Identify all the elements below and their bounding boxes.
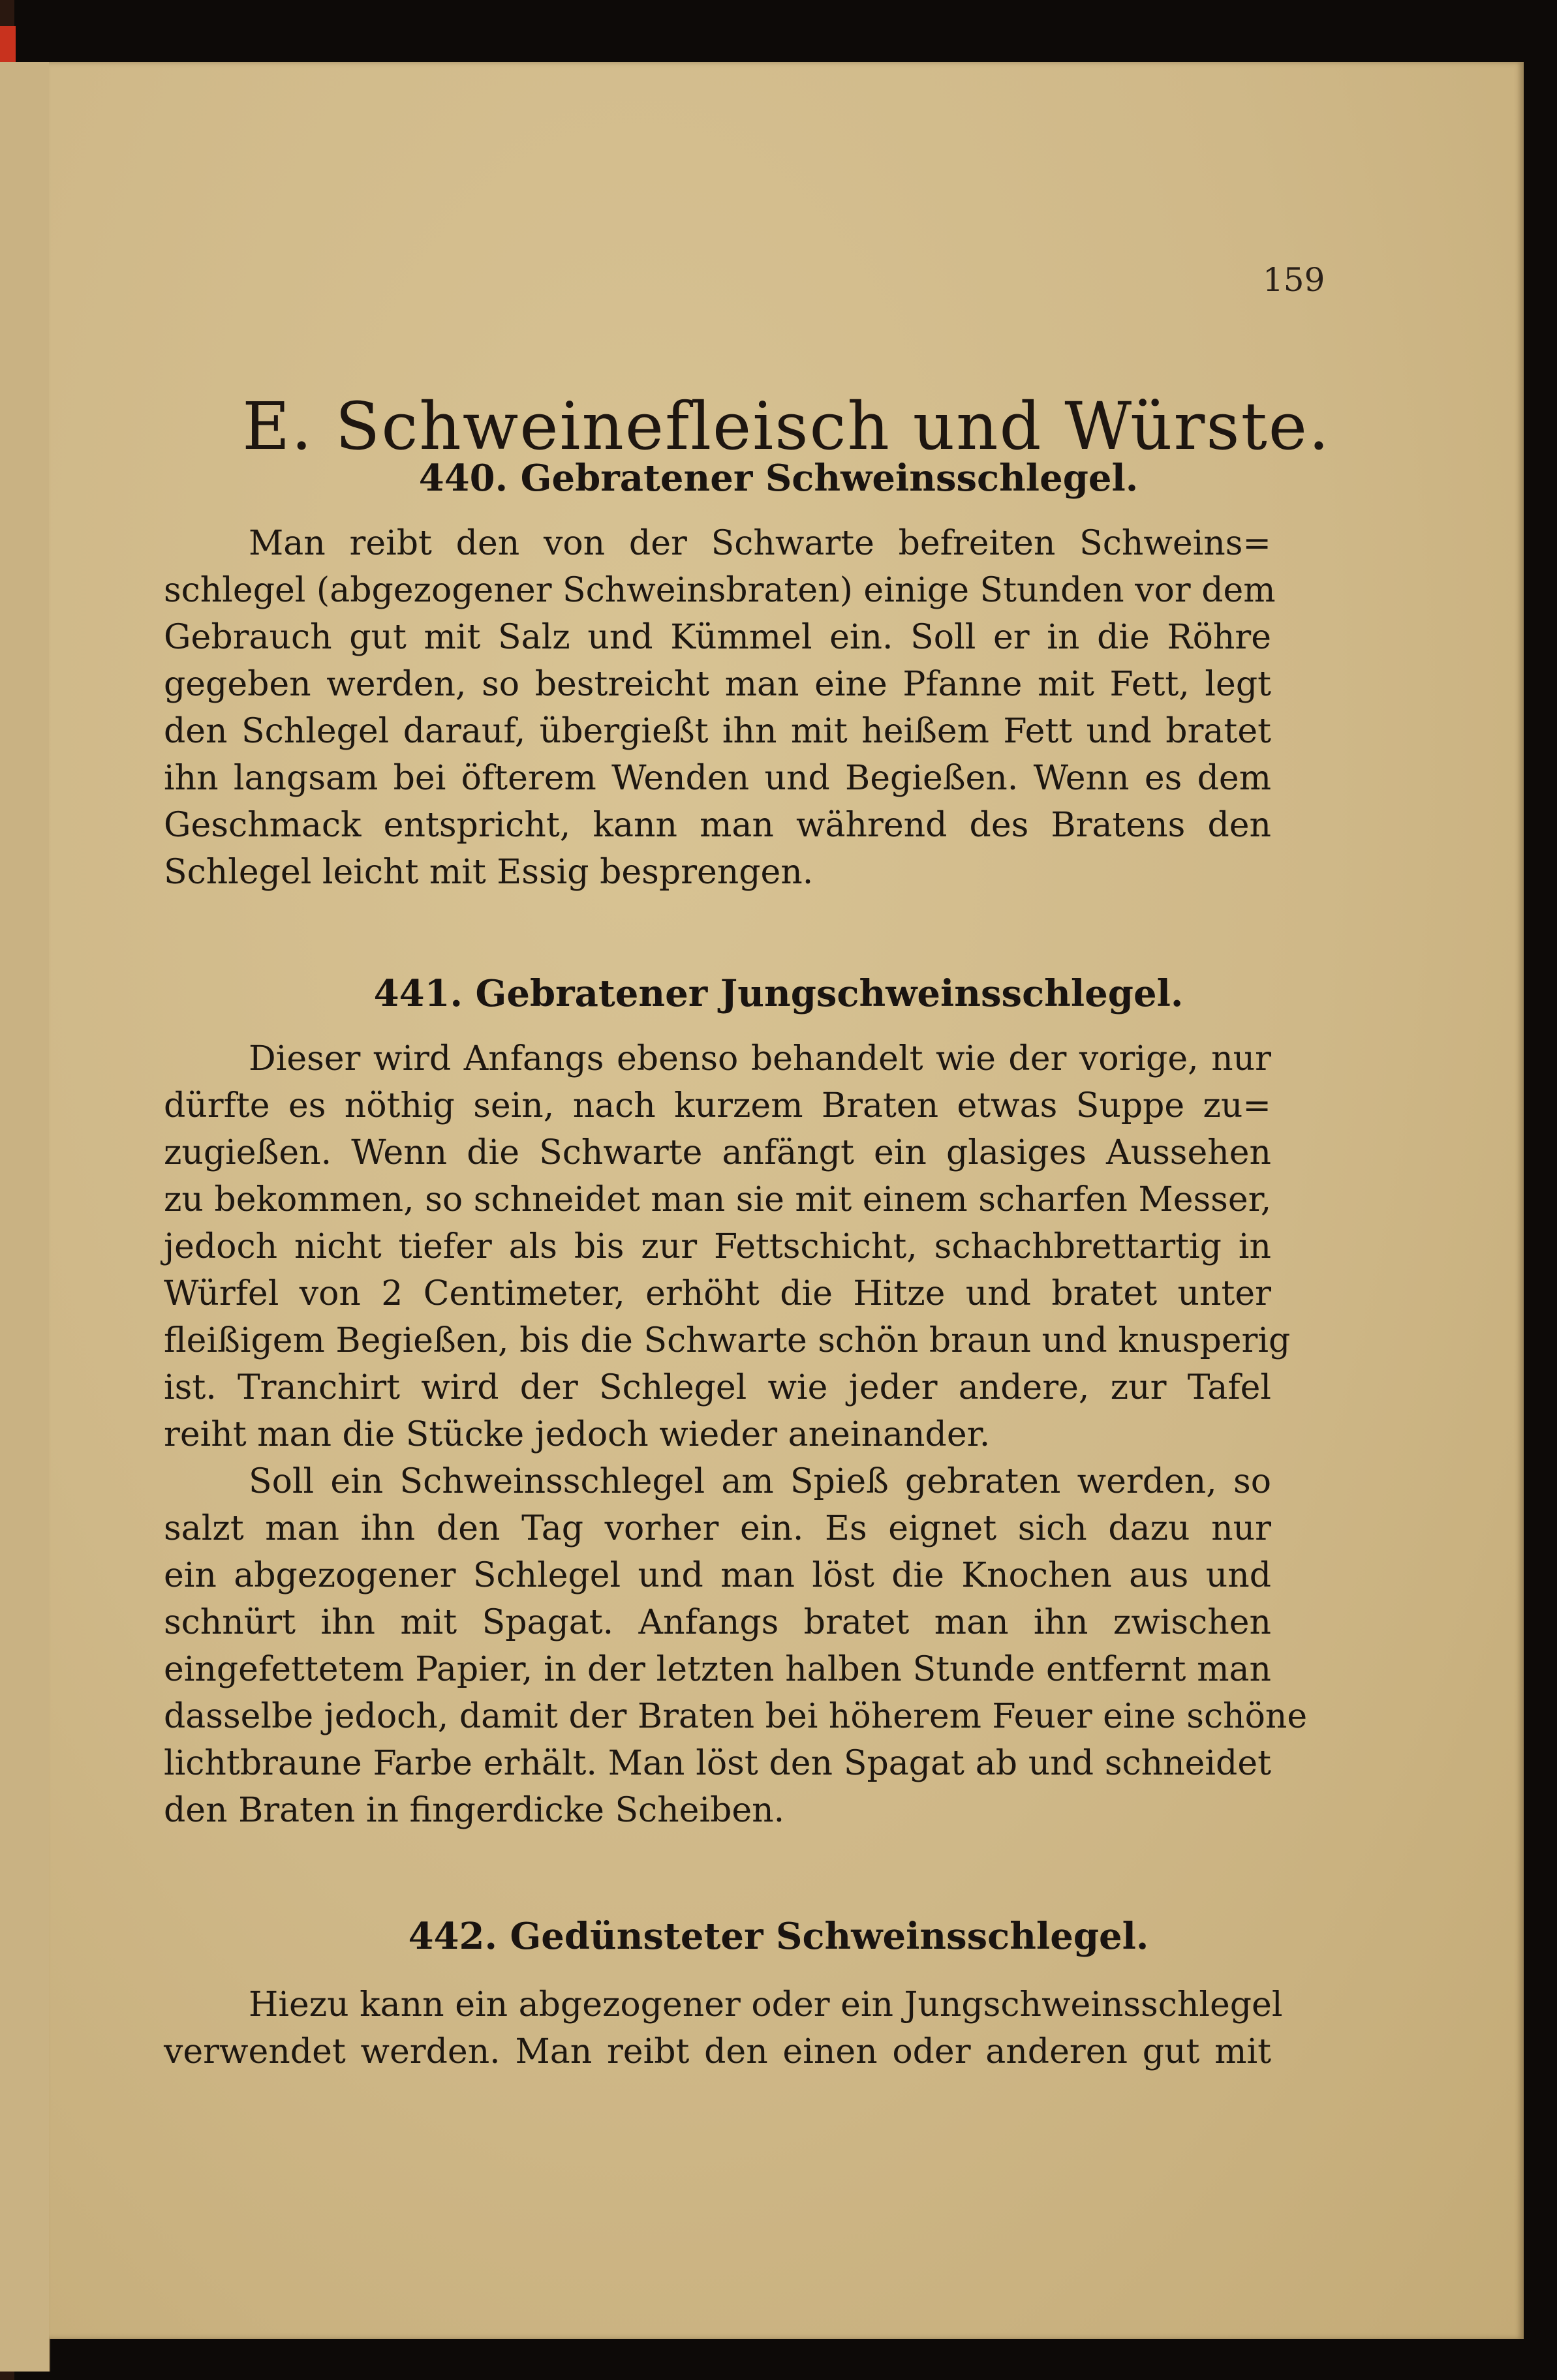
text-line: zu bekommen, so schneidet man sie mit einem scharfen Messer, <box>164 1180 1272 1219</box>
recipe-heading: 440. Gebratener Schweinsschlegel. <box>418 457 1139 500</box>
text-line: lichtbraune Farbe erhält. Man löst den Spagat ab und schneidet <box>164 1744 1271 1783</box>
text-line: Soll ein Schweinsschlegel am Spieß gebraten werden, so <box>249 1462 1271 1501</box>
text-line: reiht man die Stücke jedoch wieder aneinander. <box>164 1415 991 1454</box>
text-line: Hiezu kann ein abgezogener oder ein Jungschweinsschlegel <box>249 1985 1283 2024</box>
text-line: ein abgezogener Schlegel und man löst die Knochen aus und <box>164 1556 1271 1595</box>
text-line: Gebrauch gut mit Salz und Kümmel ein. Soll er in die Röhre <box>164 618 1271 657</box>
text-line: Schlegel leicht mit Essig besprengen. <box>164 853 814 892</box>
text-line: eingefettetem Papier, in der letzten halben Stunde entfernt man <box>164 1650 1271 1689</box>
text-line: salzt man ihn den Tag vorher ein. Es eignet sich dazu nur <box>164 1509 1271 1548</box>
text-line: Würfel von 2 Centimeter, erhöht die Hitze und bratet unter <box>164 1274 1271 1313</box>
text-line: ist. Tranchirt wird der Schlegel wie jeder andere, zur Tafel <box>164 1368 1271 1407</box>
left-page-edge <box>0 62 50 2372</box>
text-line: Man reibt den von der Schwarte befreiten Schweins= <box>249 524 1271 563</box>
text-line: schlegel (abgezogener Schweinsbraten) einige Stunden vor dem <box>164 571 1276 610</box>
page-number: 159 <box>1263 261 1325 299</box>
text-line: den Braten in fingerdicke Scheiben. <box>164 1791 785 1830</box>
text-line: ihn langsam bei öfterem Wenden und Begießen. Wenn es dem <box>164 759 1271 798</box>
text-line: dasselbe jedoch, damit der Braten bei höherem Feuer eine schöne <box>164 1697 1308 1736</box>
text-line: Dieser wird Anfangs ebenso behandelt wie der vorige, nur <box>249 1039 1271 1078</box>
chapter-title: E. Schweinefleisch und Würste. <box>242 388 1331 465</box>
text-line: verwendet werden. Man reibt den einen oder anderen gut mit <box>164 2032 1271 2071</box>
text-line: dürfte es nöthig sein, nach kurzem Braten etwas Suppe zu= <box>164 1086 1271 1125</box>
recipe-heading: 441. Gebratener Jungschweinsschlegel. <box>373 972 1184 1015</box>
text-line: jedoch nicht tiefer als bis zur Fettschicht, schachbrettartig in <box>164 1227 1271 1266</box>
text-line: Geschmack entspricht, kann man während des Bratens den <box>164 806 1271 845</box>
recipe-heading: 442. Gedünsteter Schweinsschlegel. <box>408 1915 1149 1958</box>
text-line: zugießen. Wenn die Schwarte anfängt ein glasiges Aussehen <box>164 1133 1271 1172</box>
text-line: schnürt ihn mit Spagat. Anfangs bratet man ihn zwischen <box>164 1603 1271 1642</box>
bookmark-ribbon <box>0 26 16 65</box>
text-line: gegeben werden, so bestreicht man eine Pfanne mit Fett, legt <box>164 665 1271 704</box>
text-line: fleißigem Begießen, bis die Schwarte schön braun und knusperig <box>164 1321 1291 1360</box>
text-line: den Schlegel darauf, übergießt ihn mit heißem Fett und bratet <box>164 712 1271 751</box>
